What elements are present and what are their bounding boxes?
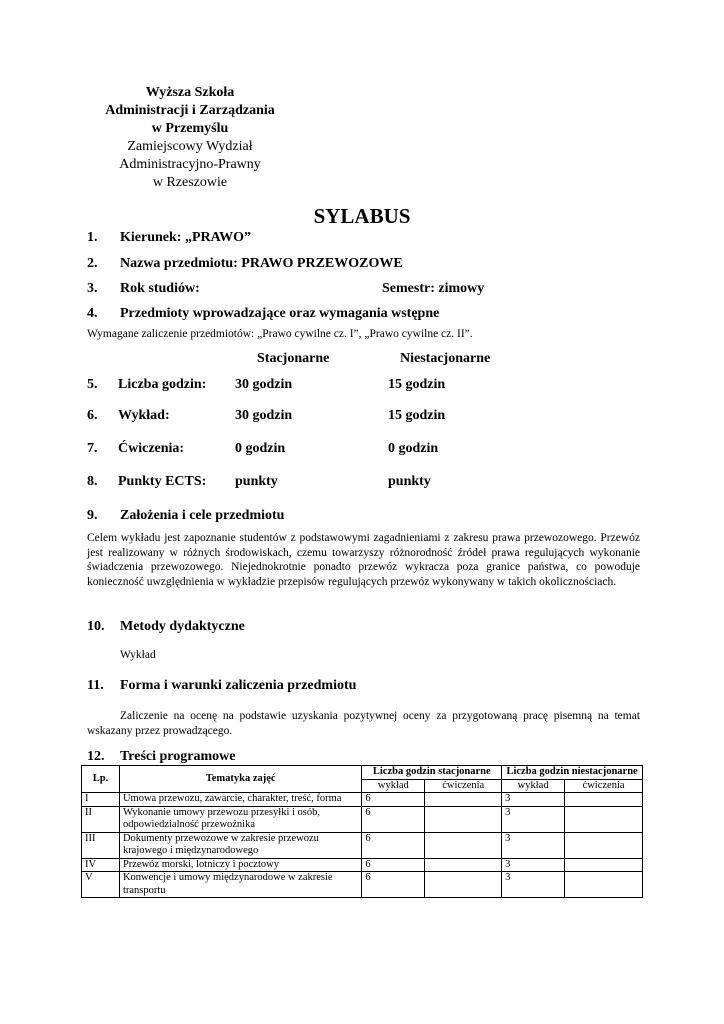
header-line: Administracji i Zarządzania [105, 103, 275, 118]
cell-lp: I [82, 793, 120, 807]
hours-row [0, 474, 724, 492]
section-number: 10. [87, 619, 105, 634]
cell-stat-exercise [425, 832, 502, 858]
hours-row [0, 441, 724, 459]
hours-column-stationary: Stacjonarne [257, 351, 330, 366]
subheader-lecture: wykład [362, 779, 425, 793]
section-number: 9. [87, 508, 98, 523]
section-number: 4. [87, 306, 98, 321]
section-number: 12. [87, 749, 105, 764]
cell-nst-exercise [565, 793, 643, 807]
section-9-body: Celem wykładu jest zapoznanie studentów z podstawowymi zagadnieniami z zakresu prawa przewozowego. Przewóz jest realizowany w różnych środowiskach, czemu towarzyszy różnorodność źródeł prawa regulujących wykonanie świadczenia przewozowego. Niejednokrotnie ponadto przewóz wykracza poza granice państwa, co powoduje konieczność uwzględnienia w wykładzie przepisów regulujących przewóz wykonywany w takich okolicznościach. [87, 532, 640, 588]
cell-stat-lecture: 6 [362, 793, 425, 807]
section-number: 2. [87, 256, 98, 271]
section-number: 1. [87, 230, 98, 245]
section-number: 11. [87, 678, 104, 693]
table-row [82, 872, 643, 898]
hours-nonstationary-value: 15 godzin [388, 377, 446, 392]
cell-topic: Dokumenty przewozowe w zakresie przewozu krajowego i międzynarodowego [119, 832, 361, 858]
header-nonstationary-hours: Liczba godzin niestacjonarne [502, 766, 643, 780]
cell-nst-lecture: 3 [502, 832, 565, 858]
hours-nonstationary-value: 0 godzin [388, 441, 439, 456]
cell-stat-lecture: 6 [362, 872, 425, 898]
cell-lp: II [82, 806, 120, 832]
cell-lp: III [82, 832, 120, 858]
section-9-heading [87, 508, 284, 524]
section-title: Założenia i cele przedmiotu [120, 508, 285, 523]
header-line: w Rzeszowie [152, 175, 228, 190]
cell-topic: Umowa przewozu, zawarcie, charakter, treść, forma [119, 793, 361, 807]
hours-nonstationary-value: 15 godzin [388, 408, 446, 423]
hours-stationary-value: 30 godzin [235, 408, 293, 423]
subheader-exercise: ćwiczenia [565, 779, 643, 793]
cell-nst-lecture: 3 [502, 806, 565, 832]
section-12-heading [87, 749, 235, 765]
section-title: Nazwa przedmiotu: PRAWO PRZEWOZOWE [120, 256, 403, 271]
cell-stat-exercise [425, 872, 502, 898]
cell-nst-lecture: 3 [502, 872, 565, 898]
hours-row [0, 408, 724, 426]
section-title: Metody dydaktyczne [120, 619, 245, 634]
cell-nst-lecture: 3 [502, 793, 565, 807]
cell-topic: Konwencje i umowy międzynarodowe w zakresie transportu [119, 872, 361, 898]
section-4-heading [87, 306, 439, 322]
row-label-text: Liczba godzin: [118, 377, 207, 392]
cell-nst-exercise [565, 832, 643, 858]
cell-nst-lecture: 3 [502, 858, 565, 872]
hours-row-label [87, 377, 206, 393]
section-title: Przedmioty wprowadzające oraz wymagania wstępne [120, 306, 440, 321]
hours-row [0, 377, 724, 395]
table-row [82, 858, 643, 872]
cell-nst-exercise [565, 806, 643, 832]
hours-stationary-value: punkty [235, 474, 278, 489]
cell-nst-exercise [565, 872, 643, 898]
section-title: Treści programowe [120, 749, 236, 764]
section-title: Forma i warunki zaliczenia przedmiotu [120, 678, 357, 693]
section-number: 3. [87, 281, 98, 296]
header-line: w Przemyślu [151, 121, 229, 136]
cell-stat-lecture: 6 [362, 832, 425, 858]
cell-topic: Przewóz morski, lotniczy i pocztowy [119, 858, 361, 872]
section-11-body: Zaliczenie na ocenę na podstawie uzyskania pozytywnej oceny za przygotowaną pracę pisemną na temat wskazany przez prowadzącego. [87, 710, 640, 737]
cell-nst-exercise [565, 858, 643, 872]
section-2-heading [87, 256, 403, 272]
hours-nonstationary-value: punkty [388, 474, 431, 489]
table-row [82, 793, 643, 807]
table-header-row [82, 766, 643, 780]
hours-stationary-value: 0 godzin [235, 441, 286, 456]
cell-stat-lecture: 6 [362, 858, 425, 872]
semester-label: Semestr: zimowy [382, 281, 485, 296]
header-stationary-hours: Liczba godzin stacjonarne [362, 766, 502, 780]
row-label-text: Wykład: [118, 408, 170, 423]
cell-stat-lecture: 6 [362, 806, 425, 832]
cell-lp: V [82, 872, 120, 898]
hours-row-label [87, 441, 184, 457]
section-number: 7. [87, 441, 98, 456]
program-table [81, 765, 643, 898]
subheader-lecture: wykład [502, 779, 565, 793]
hours-row-label [87, 408, 170, 424]
section-number: 6. [87, 408, 98, 423]
section-number: 5. [87, 377, 98, 392]
section-10-body: Wykład [120, 649, 156, 661]
section-1-heading [87, 230, 251, 246]
institution-header [90, 84, 290, 192]
subheader-exercise: ćwiczenia [425, 779, 502, 793]
section-3-heading [87, 281, 200, 297]
header-lp: Lp. [82, 766, 120, 793]
hours-row-label [87, 474, 206, 490]
section-10-heading [87, 619, 245, 635]
hours-column-nonstationary: Niestacjonarne [400, 351, 491, 366]
cell-topic: Wykonanie umowy przewozu przesyłki i osób, odpowiedzialność przewoźnika [119, 806, 361, 832]
row-label-text: Punkty ECTS: [118, 474, 207, 489]
hours-stationary-value: 30 godzin [235, 377, 293, 392]
section-number: 8. [87, 474, 98, 489]
header-line: Administracyjno-Prawny [119, 157, 261, 172]
table-row [82, 806, 643, 832]
section-11-heading [87, 678, 356, 694]
table-row [82, 832, 643, 858]
cell-lp: IV [82, 858, 120, 872]
section-title: Rok studiów: [120, 281, 200, 296]
header-line: Zamiejscowy Wydział [127, 139, 253, 154]
row-label-text: Ćwiczenia: [118, 441, 185, 456]
header-topic: Tematyka zajęć [119, 766, 361, 793]
document-title: SYLABUS [313, 204, 411, 228]
cell-stat-exercise [425, 858, 502, 872]
section-4-body: Wymagane zaliczenie przedmiotów: „Prawo cywilne cz. I”, „Prawo cywilne cz. II”. [87, 328, 473, 340]
section-title: Kierunek: „PRAWO” [120, 230, 252, 245]
cell-stat-exercise [425, 793, 502, 807]
header-line: Wyższa Szkoła [145, 85, 235, 100]
cell-stat-exercise [425, 806, 502, 832]
